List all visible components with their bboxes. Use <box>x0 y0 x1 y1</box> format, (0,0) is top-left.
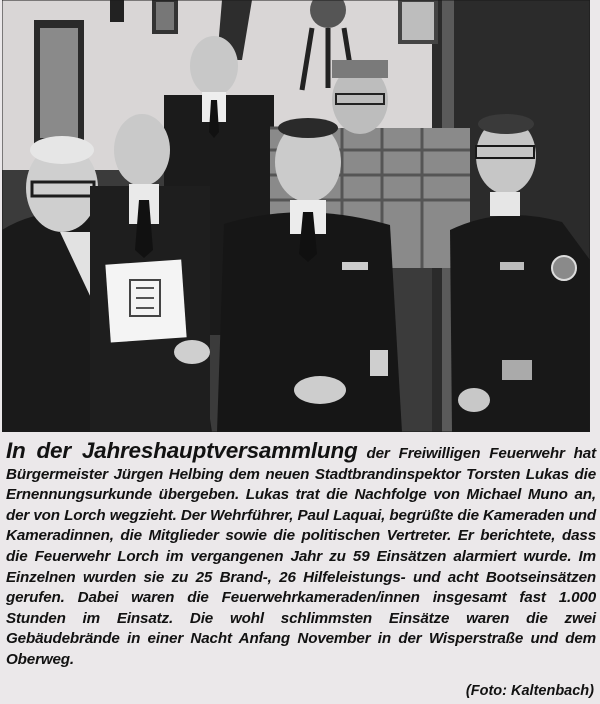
article-lead: In der Jahreshauptversammlung <box>6 438 358 463</box>
article-body: der Freiwilligen Feuerwehr hat Bürgermeister Jürgen Helbing dem neuen Stadtbrandinspektor Torsten Lukas die Ernennungsurkunde übergeben. Lukas trat die Nachfolge von Michael Muno an, der von Lorch wegzieht. Der Wehrführer, Paul Laquai, begrüßte die Kameraden und Kameradinnen, die Mitglieder sowie die politischen Vertreter. Er berichtete, dass die Feuerwehr Lorch im vergangenen Jahr zu 59 Einsätzen alarmiert wurde. Im Einzelnen wurden sie zu 25 Brand-, 26 Hilfeleistungs- und acht Bootseinsätzen gerufen. Dabei waren die Feuerwehrkameraden/innen insgesamt fast 1.000 Stunden im Einsatz. Die wohl schlimmsten Einsätze waren die zwei Gebäudebrände in einer Nacht Anfang November in der Wisperstraße und dem Oberweg. <box>6 445 596 668</box>
article-text <box>6 438 596 671</box>
group-photo <box>2 0 590 432</box>
certificate-document <box>105 259 186 342</box>
photo-credit: (Foto: Kaltenbach) <box>465 683 594 699</box>
photo-illustration <box>2 0 590 432</box>
